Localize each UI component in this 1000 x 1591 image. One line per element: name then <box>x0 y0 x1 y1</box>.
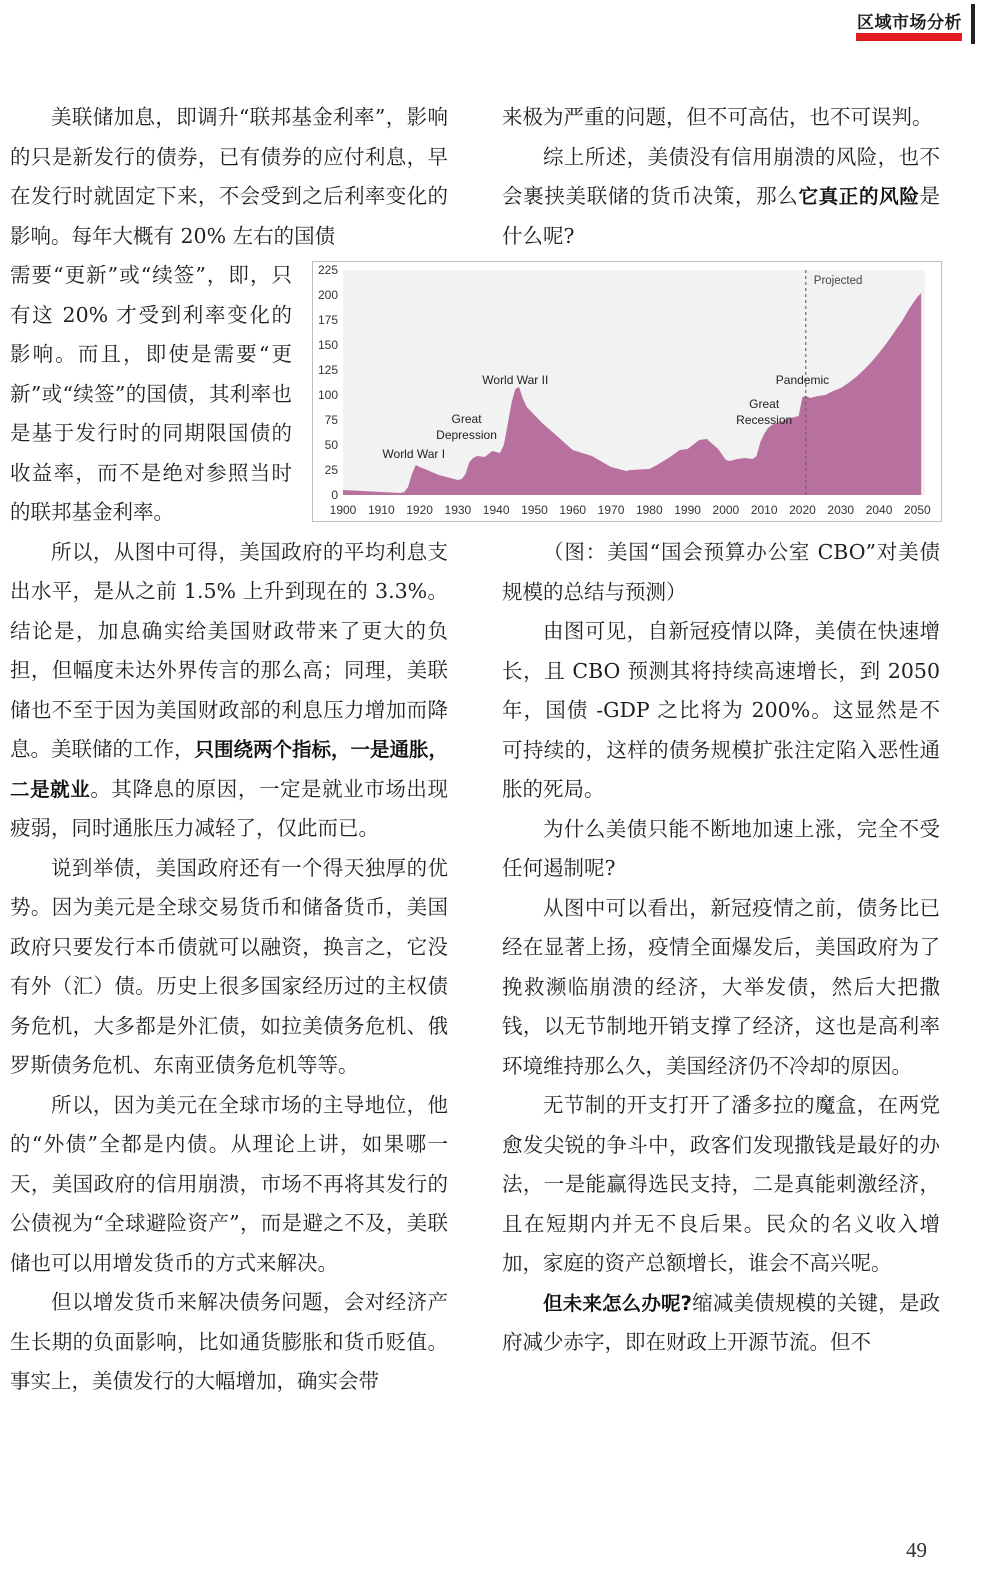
x-tick-label: 1920 <box>406 503 433 517</box>
paragraph-continued: 来极为严重的问题，但不可高估，也不可误判。 <box>502 105 933 129</box>
chart-annotation: World War II <box>482 373 549 387</box>
paragraph-pandora: 无节制的开支打开了潘多拉的魔盒，在两党愈发尖锐的争斗中，政客们发现撒钱是最好的办法，一是能赢得选民支持，二是真能刺激经济，且在短期内并无不良后果。民众的名义收入增加，家庭的资产总额增长，谁会不高兴呢。 <box>502 1093 940 1275</box>
x-tick-label: 2010 <box>750 503 778 517</box>
y-tick-label: 200 <box>317 288 338 302</box>
debt-chart-svg <box>313 262 941 521</box>
paragraph-5: 但以增发货币来解决债务问题，会对经济产生长期的负面影响，比如通货膨胀和货币贬值。事实上，美债发行的大幅增加，确实会带 <box>10 1290 448 1393</box>
y-tick-label: 175 <box>317 313 338 327</box>
paragraph-3: 说到举债，美国政府还有一个得天独厚的优势。因为美元是全球交易货币和储备货币，美国政府只要发行本币债就可以融资，换言之，它没有外（汇）债。历史上很多国家经历过的主权债务危机，大多都是外汇债，如拉美债务危机、俄罗斯债务危机、东南亚债务危机等等。 <box>10 855 448 1077</box>
y-tick-label: 50 <box>324 438 338 452</box>
paragraph-summary-text: 综上所述，美债没有信用崩溃的风险，也不会裹挟美联储的货币决策，那么 <box>502 144 940 208</box>
paragraph-1 <box>10 98 448 256</box>
x-tick-label: 1980 <box>635 503 663 517</box>
x-tick-label: 1960 <box>559 503 587 517</box>
x-tick-label: 1940 <box>482 503 510 517</box>
x-tick-label: 1990 <box>674 503 701 517</box>
chart-annotation: Pandemic <box>775 373 830 387</box>
x-tick-label: 1970 <box>597 503 625 517</box>
paragraph-future <box>502 1284 940 1363</box>
chart-annotation: Great <box>451 412 482 426</box>
y-tick-label: 150 <box>317 338 338 352</box>
x-tick-label: 2020 <box>789 503 816 517</box>
paragraph-summary-end: 是什么呢? <box>502 184 940 248</box>
y-tick-label: 0 <box>331 488 338 502</box>
paragraph-pandemic: 从图中可以看出，新冠疫情之前，债务比已经在显著上扬，疫情全面爆发后，美国政府为了挽救濒临崩溃的经济，大举发债，然后大把撒钱，以无节制地开销支撑了经济，这也是高利率环境维持那么久，美国经济仍不冷却的原因。 <box>502 895 940 1078</box>
page-number: 49 <box>906 1538 927 1562</box>
paragraph-4: 所以，因为美元在全球市场的主导地位，他的“外债”全都是内债。从理论上讲，如果哪一天，美国政府的信用崩溃，市场不再将其发行的公债视为“全球避险资产”，而是避之不及，美联储也可以用增发货币的方式来解决。 <box>10 1092 448 1275</box>
chart-annotation: Recession <box>736 413 793 427</box>
x-tick-label: 1910 <box>367 503 395 517</box>
x-tick-label: 2050 <box>903 503 931 517</box>
x-tick-label: 1930 <box>444 503 472 517</box>
y-tick-label: 100 <box>317 388 338 402</box>
header-accent-bar <box>856 33 962 41</box>
paragraph-analysis: 由图可见，自新冠疫情以降，美债在快速增长，且 CBO 预测其将持续高速增长，到 2050 年，国债 -GDP 之比将为 200%。这显然是不可持续的，这样的债务规模扩张注定陷入恶性通胀的死局。 <box>502 619 940 801</box>
chart-annotation: World War I <box>382 447 446 461</box>
paragraph-future-emphasis: 但未来怎么办呢? <box>543 1291 692 1315</box>
paragraph-2-text-end: 。其降息的原因，一定是就业市场出现疲弱，同时通胀压力减轻了，仅此而已。 <box>10 776 448 840</box>
projection-label: Projected <box>813 275 863 287</box>
paragraph-summary <box>502 138 940 257</box>
y-tick-label: 25 <box>324 463 338 477</box>
paragraph-2-text: 所以，从图中可得，美国政府的平均利息支出水平，是从之前 1.5% 上升到现在的 3.3%。结论是，加息确实给美国财政带来了更大的负担，但幅度未达外界传言的那么高；同理，美联储也不至于因为美国财政部的利息压力增加而降息。美联储的工作， <box>10 539 448 761</box>
y-tick-label: 75 <box>324 413 338 427</box>
y-tick-label: 125 <box>317 363 338 377</box>
x-tick-label: 2030 <box>827 503 855 517</box>
paragraph-question: 为什么美债只能不断地加速上涨，完全不受任何遏制呢? <box>502 816 940 880</box>
paragraph-summary-emphasis: 它真正的风险 <box>798 185 920 208</box>
debt-chart <box>312 261 942 522</box>
paragraph-1-beside-figure: 需要“更新”或“续签”，即，只有这 20% 才受到利率变化的影响。而且，即使是需要“更新”或“续签”的国债，其利率也是基于发行时的同期限国债的收益率，而不是绝对参照当时的联邦基金利率。 <box>10 263 292 524</box>
chart-annotation: Depression <box>436 428 497 442</box>
x-tick-label: 2000 <box>712 503 740 517</box>
paragraph-1-text: 美联储加息，即调升“联邦基金利率”，影响的只是新发行的债券，已有债券的应付利息，早在发行时就固定下来，不会受到之后利率变化的影响。每年大概有 20% 左右的国债 <box>10 105 448 248</box>
figure-caption: （图：美国“国会预算办公室 CBO”对美债规模的总结与预测） <box>502 540 940 604</box>
x-tick-label: 1950 <box>521 503 548 517</box>
paragraph-2 <box>10 533 448 849</box>
paragraph-future-text: 缩减美债规模的关键，是政府减少赤字，即在财政上开源节流。但不 <box>502 1290 941 1354</box>
section-header: 区域市场分析 <box>857 13 962 33</box>
paragraph-2-emphasis: 只围绕两个指标，一是通胀，二是就业 <box>10 738 449 801</box>
chart-annotation: Great <box>749 397 780 411</box>
y-tick-label: 225 <box>317 263 338 277</box>
header-divider <box>971 4 975 44</box>
x-tick-label: 2040 <box>865 503 893 517</box>
x-tick-label: 1900 <box>329 503 357 517</box>
